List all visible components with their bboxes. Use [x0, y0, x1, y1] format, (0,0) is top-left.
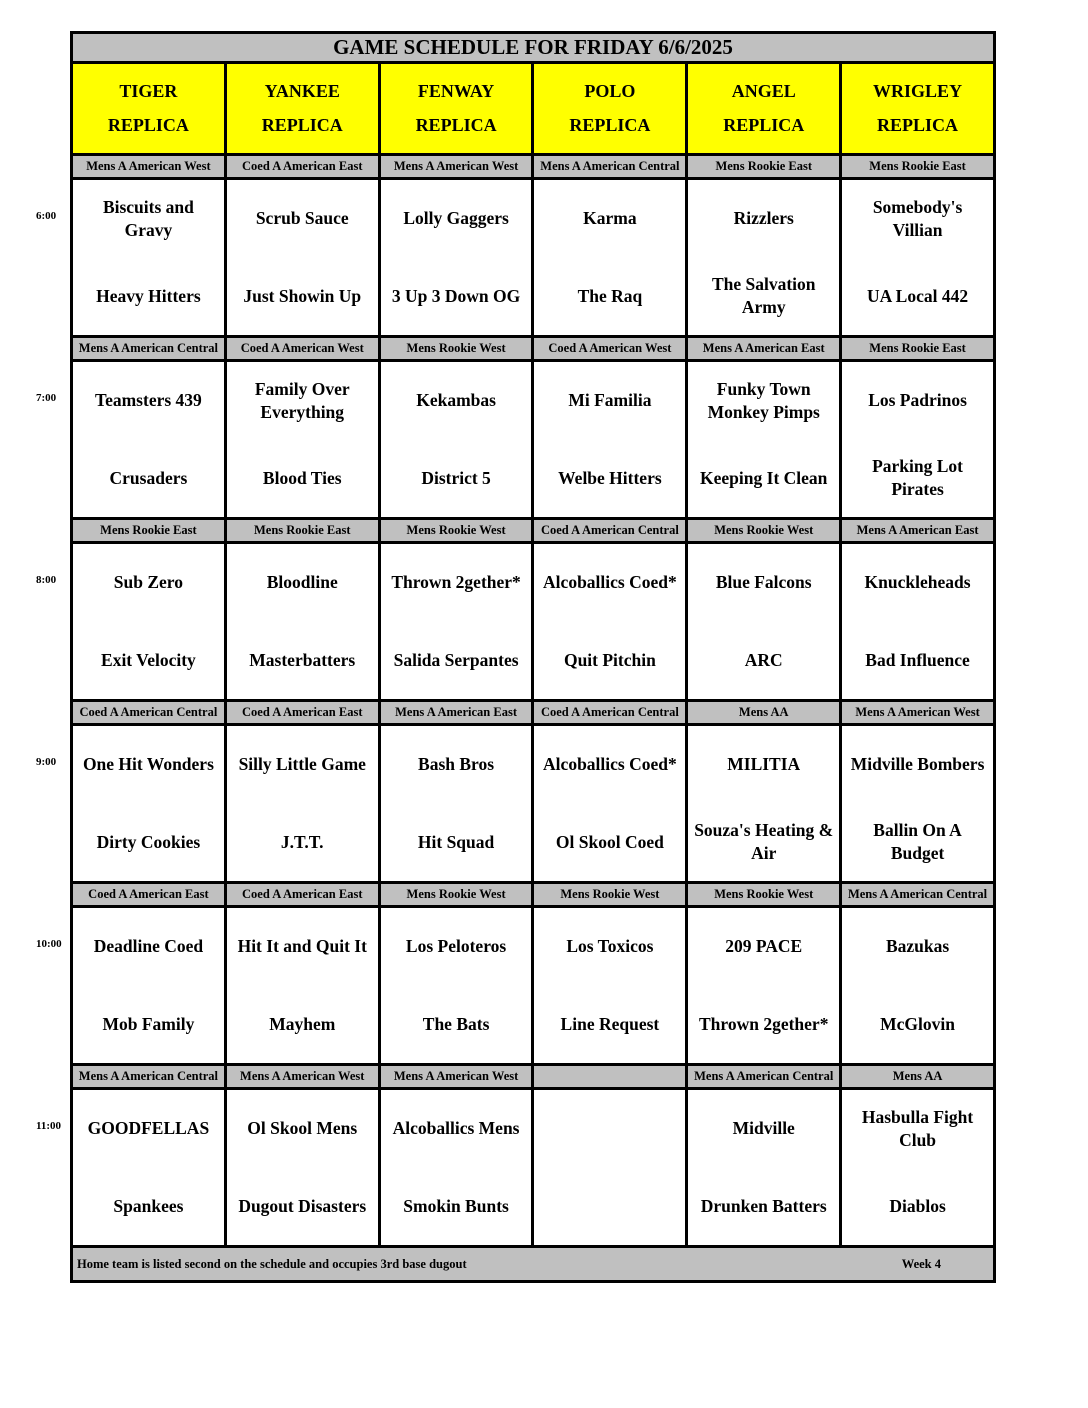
division-label: Mens A American West — [855, 705, 980, 719]
division-label: Coed A American East — [73, 884, 227, 905]
home-team: Smokin Bunts — [403, 1195, 509, 1216]
game-cell — [227, 180, 381, 335]
game-cell — [381, 726, 535, 881]
away-team: Los Toxicos — [566, 936, 654, 957]
division-label: Mens AA — [688, 702, 842, 723]
field-tiger — [73, 64, 227, 153]
field-name: YANKEE — [264, 81, 340, 101]
division-row — [73, 702, 993, 726]
game-cell — [688, 726, 842, 881]
game-cell — [534, 180, 688, 335]
division-row — [73, 338, 993, 362]
time-label: 11:00 — [36, 1120, 62, 1132]
division-label: Mens Rookie East — [227, 520, 381, 541]
division-label — [534, 1066, 688, 1087]
field-sub: REPLICA — [877, 115, 959, 135]
home-team — [534, 1168, 685, 1246]
game-cell — [534, 908, 688, 1063]
home-team: 3 Up 3 Down OG — [391, 285, 521, 306]
game-cell — [842, 180, 993, 335]
game-cell — [227, 726, 381, 881]
division-label: Mens A American East — [381, 702, 535, 723]
field-sub: REPLICA — [723, 115, 805, 135]
home-team: Blood Ties — [262, 467, 342, 488]
division-label: Mens Rookie East — [869, 159, 966, 173]
home-team: Salida Serpantes — [393, 649, 519, 670]
home-team: McGlovin — [880, 1013, 955, 1034]
home-team: Line Request — [560, 1013, 660, 1034]
game-cell — [381, 908, 535, 1063]
field-sub: REPLICA — [107, 115, 189, 135]
division-label: Coed A American East — [227, 702, 381, 723]
home-team: Spankees — [113, 1195, 184, 1216]
division-label: Mens A American Central — [73, 1066, 227, 1087]
field-name: FENWAY — [417, 81, 495, 101]
time-label: 10:00 — [36, 938, 62, 950]
game-cell — [73, 726, 227, 881]
home-team: Welbe Hitters — [558, 467, 662, 488]
home-team: The Salvation Army — [711, 274, 816, 318]
field-header-row — [73, 64, 993, 156]
division-label: Coed A American West — [534, 338, 688, 359]
schedule-footer — [73, 1248, 993, 1280]
time-label: 6:00 — [36, 210, 57, 222]
away-team: Lolly Gaggers — [403, 208, 509, 229]
home-team: The Bats — [422, 1013, 490, 1034]
away-team: Teamsters 439 — [95, 390, 202, 411]
away-team: Funky Town Monkey Pimps — [707, 378, 820, 422]
division-label: Mens Rookie West — [381, 884, 535, 905]
away-team: Thrown 2gether* — [391, 572, 521, 593]
time-label: 8:00 — [36, 574, 57, 586]
game-cell — [842, 726, 993, 881]
home-team: Just Showin Up — [243, 285, 362, 306]
game-cell — [73, 544, 227, 699]
division-label: Mens Rookie East — [688, 156, 842, 177]
home-team: Diablos — [889, 1195, 946, 1216]
division-row — [73, 156, 993, 180]
game-cell — [381, 1090, 535, 1245]
games-row — [73, 1090, 993, 1248]
home-team: UA Local 442 — [866, 285, 969, 306]
division-label: Coed A American East — [227, 156, 381, 177]
away-team: Knuckleheads — [864, 572, 971, 593]
away-team: Hasbulla Fight Club — [861, 1106, 974, 1150]
home-team: Dirty Cookies — [96, 831, 201, 852]
division-label: Mens Rookie East — [869, 341, 966, 355]
division-label: Mens A American Central — [73, 338, 227, 359]
division-label: Coed A American Central — [534, 520, 688, 541]
game-cell — [534, 726, 688, 881]
games-row — [73, 180, 993, 338]
home-team: Quit Pitchin — [563, 649, 656, 670]
away-team: Scrub Sauce — [255, 208, 349, 229]
away-team: GOODFELLAS — [87, 1118, 210, 1139]
home-team: J.T.T. — [280, 831, 324, 852]
games-row — [73, 908, 993, 1066]
schedule-sheet — [70, 31, 996, 1283]
field-name: POLO — [584, 81, 636, 101]
home-team: The Raq — [577, 285, 643, 306]
away-team: Family Over Everything — [254, 378, 350, 422]
game-cell — [73, 180, 227, 335]
field-name: WRIGLEY — [873, 81, 963, 101]
games-row — [73, 362, 993, 520]
field-sub: REPLICA — [415, 115, 497, 135]
away-team: Rizzlers — [733, 208, 794, 229]
division-label: Mens Rookie West — [688, 884, 842, 905]
away-team: One Hit Wonders — [82, 754, 214, 775]
game-cell — [381, 544, 535, 699]
away-team: Bash Bros — [418, 754, 495, 775]
home-team: Crusaders — [109, 467, 188, 488]
away-team: Bloodline — [266, 572, 338, 593]
away-team: Los Padrinos — [868, 390, 967, 411]
home-team: Masterbatters — [249, 649, 356, 670]
division-label: Mens AA — [892, 1069, 943, 1083]
home-team: Mob Family — [102, 1013, 195, 1034]
field-wrigley — [842, 64, 993, 153]
home-team: ARC — [744, 649, 783, 670]
game-cell — [73, 1090, 227, 1245]
home-team: Ol Skool Coed — [555, 831, 664, 852]
game-cell — [227, 908, 381, 1063]
game-cell — [842, 544, 993, 699]
field-sub: REPLICA — [569, 115, 651, 135]
field-fenway — [381, 64, 535, 153]
division-label: Coed A American Central — [534, 702, 688, 723]
week-label: Week 4 — [901, 1256, 941, 1271]
home-team: Souza's Heating & Air — [694, 820, 834, 864]
game-cell — [227, 1090, 381, 1245]
division-label: Mens A American West — [381, 156, 535, 177]
away-team: Alcoballics Coed* — [543, 572, 677, 593]
division-label: Mens A American West — [227, 1066, 381, 1087]
field-polo — [534, 64, 688, 153]
away-team: MILITIA — [727, 754, 801, 775]
game-cell — [688, 1090, 842, 1245]
game-cell — [534, 1090, 688, 1245]
away-team: Midville Bombers — [850, 754, 985, 775]
game-cell — [842, 908, 993, 1063]
home-team: Parking Lot Pirates — [872, 456, 964, 500]
division-label: Mens A American Central — [688, 1066, 842, 1087]
away-team: Mi Familia — [568, 390, 652, 411]
away-team: Deadline Coed — [93, 936, 204, 957]
home-team-note: Home team is listed second on the schedule and occupies 3rd base dugout — [77, 1256, 467, 1271]
division-label: Mens A American Central — [847, 887, 988, 901]
time-slots — [73, 156, 993, 1248]
away-team: Hit It and Quit It — [237, 936, 367, 957]
home-team: Ballin On A Budget — [873, 820, 962, 864]
away-team: Alcoballics Mens — [392, 1118, 520, 1139]
away-team: Biscuits and Gravy — [102, 196, 194, 240]
away-team: 209 PACE — [725, 936, 803, 957]
game-cell — [534, 362, 688, 517]
game-cell — [688, 180, 842, 335]
field-angel — [688, 64, 842, 153]
division-label: Mens A American West — [381, 1066, 535, 1087]
home-team: Keeping It Clean — [700, 467, 828, 488]
away-team — [534, 1090, 685, 1168]
game-cell — [688, 908, 842, 1063]
game-cell — [227, 544, 381, 699]
division-label: Mens A American East — [856, 523, 979, 537]
away-team: Karma — [583, 208, 637, 229]
games-row — [73, 726, 993, 884]
game-cell — [381, 180, 535, 335]
division-row — [73, 520, 993, 544]
home-team: District 5 — [421, 467, 491, 488]
away-team: Alcoballics Coed* — [543, 754, 677, 775]
division-label: Mens A American West — [73, 156, 227, 177]
field-name: TIGER — [119, 81, 178, 101]
game-cell — [73, 908, 227, 1063]
away-team: Kekambas — [416, 390, 496, 411]
division-label: Mens Rookie West — [381, 338, 535, 359]
games-row — [73, 544, 993, 702]
game-cell — [842, 1090, 993, 1245]
time-label: 7:00 — [36, 392, 57, 404]
field-yankee — [227, 64, 381, 153]
division-label: Mens Rookie East — [73, 520, 227, 541]
division-label: Mens A American Central — [534, 156, 688, 177]
home-team: Bad Influence — [865, 649, 970, 670]
division-row — [73, 884, 993, 908]
game-cell — [842, 362, 993, 517]
division-label: Coed A American East — [227, 884, 381, 905]
away-team: Silly Little Game — [238, 754, 366, 775]
home-team: Exit Velocity — [101, 649, 196, 670]
field-sub: REPLICA — [261, 115, 343, 135]
game-cell — [73, 362, 227, 517]
home-team: Heavy Hitters — [96, 285, 201, 306]
away-team: Ol Skool Mens — [247, 1118, 358, 1139]
away-team: Somebody's Villian — [872, 196, 963, 240]
away-team: Blue Falcons — [715, 572, 812, 593]
game-cell — [534, 544, 688, 699]
home-team: Drunken Batters — [700, 1195, 827, 1216]
division-label: Mens A American East — [688, 338, 842, 359]
field-name: ANGEL — [731, 81, 796, 101]
division-label: Coed A American West — [227, 338, 381, 359]
home-team: Thrown 2gether* — [698, 1013, 829, 1034]
schedule-title: GAME SCHEDULE FOR FRIDAY 6/6/2025 — [73, 34, 993, 64]
division-label: Mens Rookie West — [534, 884, 688, 905]
home-team: Hit Squad — [417, 831, 495, 852]
time-label: 9:00 — [36, 756, 57, 768]
game-cell — [227, 362, 381, 517]
away-team: Bazukas — [885, 936, 950, 957]
home-team: Mayhem — [269, 1013, 336, 1034]
away-team: Midville — [732, 1118, 795, 1139]
game-cell — [381, 362, 535, 517]
away-team: Sub Zero — [113, 572, 184, 593]
division-label: Mens Rookie West — [381, 520, 535, 541]
game-cell — [688, 362, 842, 517]
home-team: Dugout Disasters — [238, 1195, 367, 1216]
division-label: Coed A American Central — [73, 702, 227, 723]
away-team: Los Peloteros — [405, 936, 507, 957]
game-cell — [688, 544, 842, 699]
division-row — [73, 1066, 993, 1090]
division-label: Mens Rookie West — [688, 520, 842, 541]
